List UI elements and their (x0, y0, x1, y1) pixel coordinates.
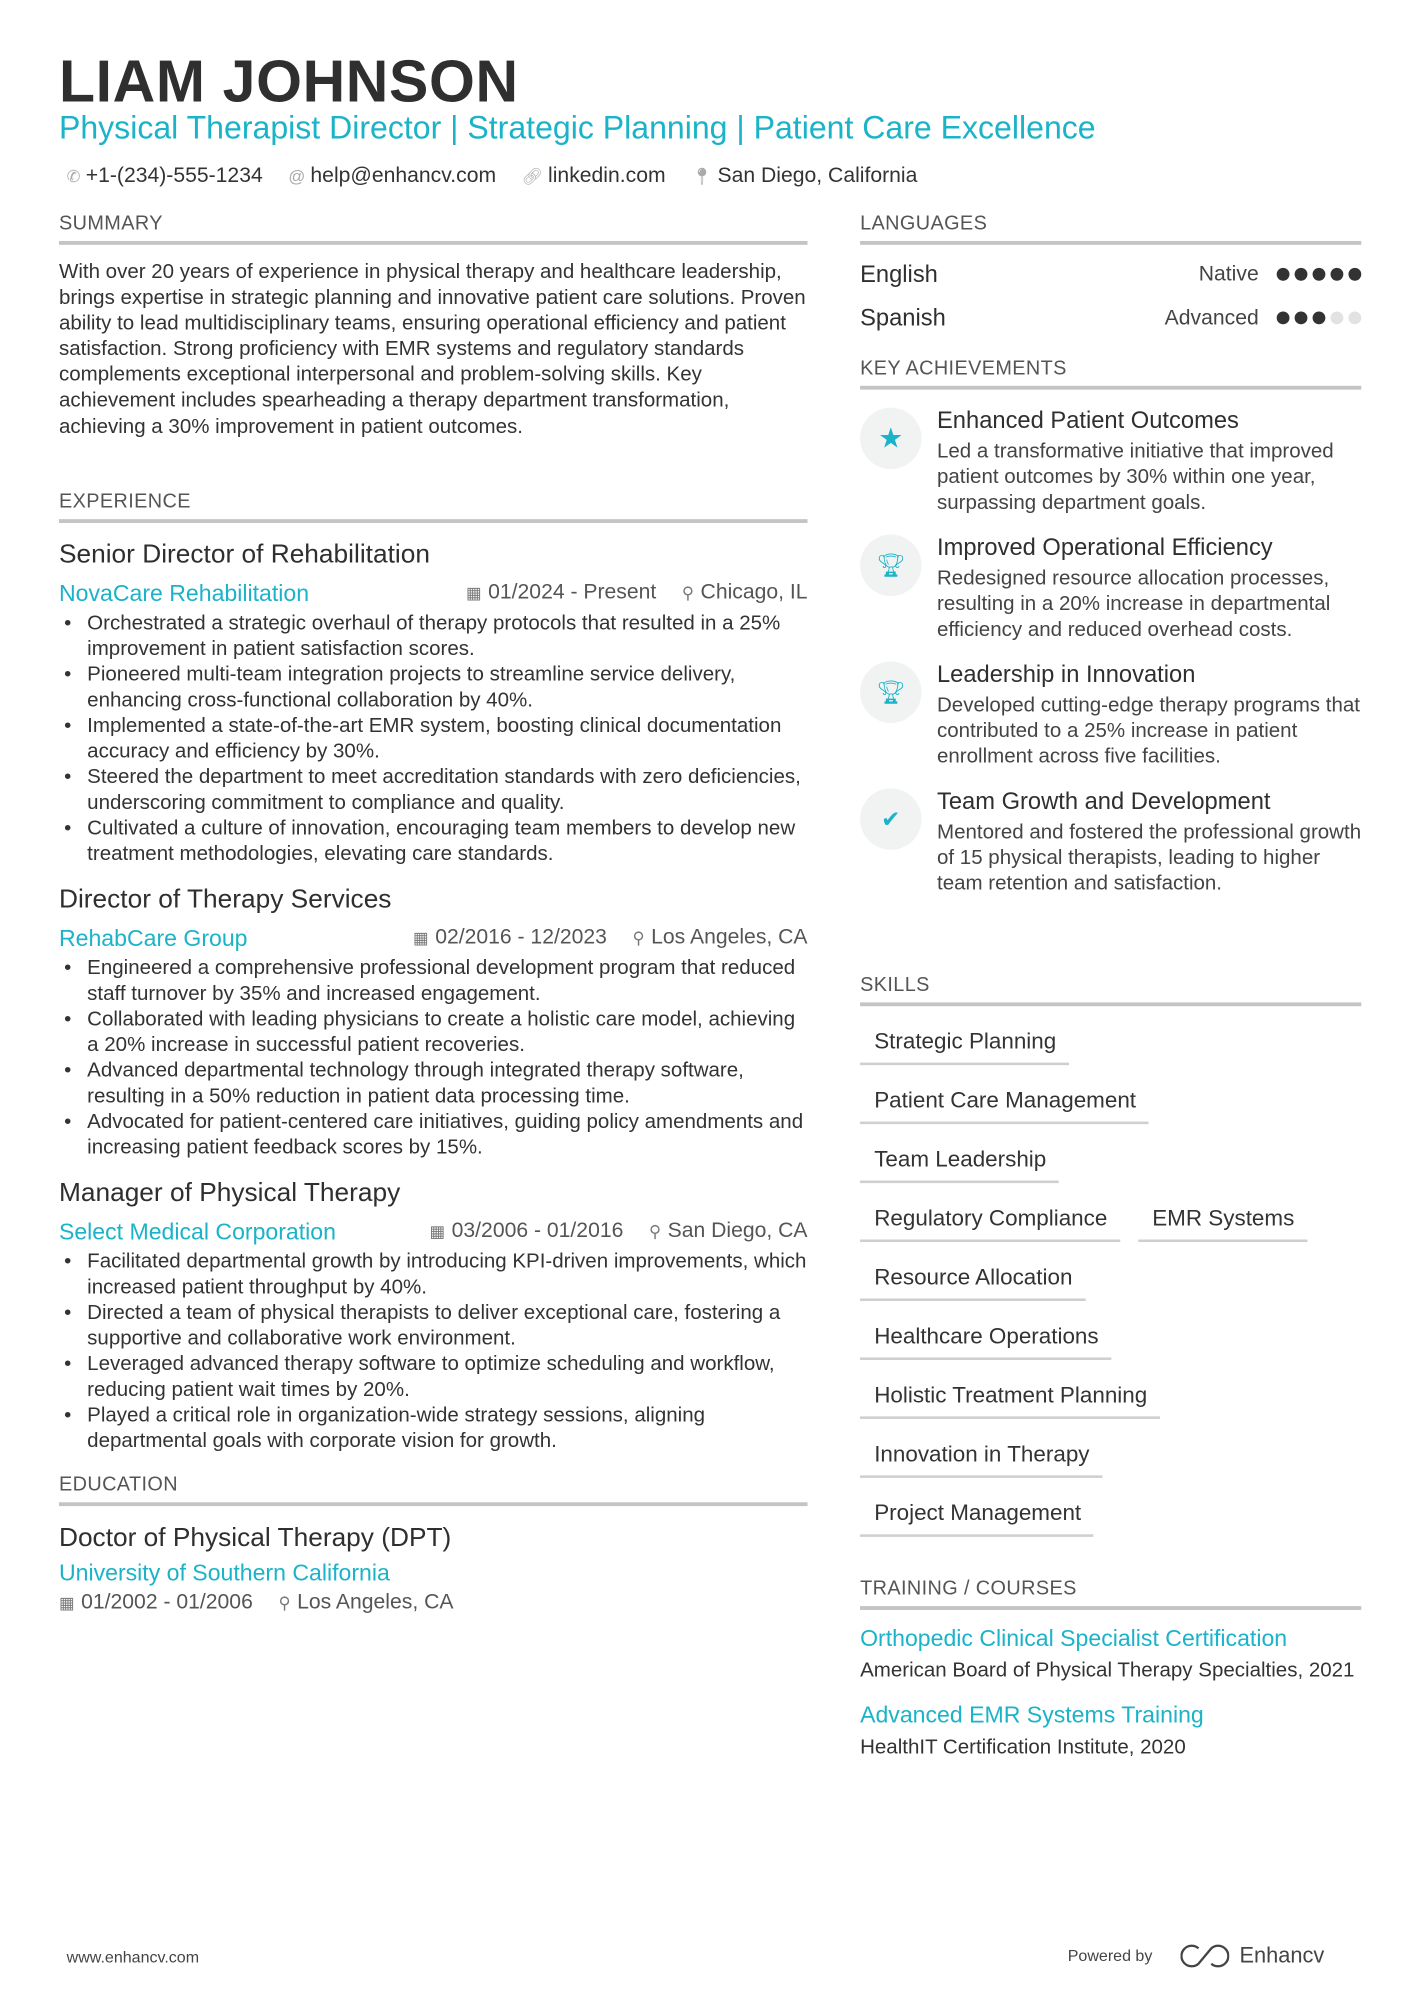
skills-row (860, 1301, 1361, 1360)
skills-row (860, 1360, 1361, 1419)
proficiency-dot (1313, 268, 1326, 281)
skill-tag: EMR Systems (1138, 1202, 1307, 1242)
section-heading: EXPERIENCE (59, 491, 808, 523)
job-meta (413, 919, 808, 956)
section-heading: EDUCATION (59, 1474, 808, 1506)
bullet-item: • Engineered a comprehensive professional development program that reduced staff turnover by 35% and increased engagement. (59, 956, 808, 1007)
proficiency-dot (1348, 268, 1361, 281)
achievement-title: Improved Operational Efficiency (936, 533, 1273, 561)
skills-row (860, 1242, 1361, 1301)
location-pin-icon: ⚲ (681, 583, 695, 603)
achievement-description: Developed cutting-edge therapy programs that contributed to a 25% increase in patient enrollment across five facilities. (936, 694, 1360, 768)
skills-row (860, 1065, 1361, 1124)
summary-text: With over 20 years of experience in physical therapy and healthcare leadership, brings expertise in strategic planning and innovative patient care solutions. Proven ability to lead multidisciplinary teams, ensuring operational efficiency and patient satisfaction. Strong proficiency with EMR systems and regulatory standards complements exceptional interpersonal and problem-solving skills. Key achievement includes spearheading a therapy department transformation, achieving a 30% improvement in patient outcomes. (58, 261, 806, 438)
bullet-item: • Collaborated with leading physicians to create a holistic care model, achieving a 20% increase in successful patient recoveries. (59, 1007, 808, 1058)
bullet-item: • Played a critical role in organization-wide strategy sessions, aligning departmental goals with corporate vision for growth. (59, 1404, 808, 1455)
location-pin-icon: ⚲ (278, 1593, 291, 1613)
summary-section (59, 213, 808, 441)
location-pin-icon: ⚲ (648, 1221, 662, 1241)
candidate-name: LIAM JOHNSON (58, 47, 519, 115)
headline: Physical Therapist Director | Strategic Planning | Patient Care Excellence (58, 110, 1096, 147)
section-heading: SKILLS (860, 974, 1361, 1006)
achievement-body (937, 659, 1361, 771)
skill-tag: Strategic Planning (860, 1025, 1069, 1065)
achievement-item (860, 532, 1361, 644)
calendar-icon: ▦ (429, 1221, 446, 1241)
skills-row (860, 1419, 1361, 1478)
skill-tag: Innovation in Therapy (860, 1438, 1102, 1478)
powered-by-label: Powered by (1067, 1947, 1153, 1965)
calendar-icon: ▦ (465, 583, 482, 603)
bullet-item: • Leveraged advanced therapy software to optimize scheduling and workflow, reducing patient wait times by 20%. (59, 1352, 808, 1403)
education-section (59, 1474, 808, 1615)
link-icon: 🔗︎ (521, 166, 543, 186)
proficiency-dot (1348, 311, 1361, 324)
company-name: Select Medical Corporation (58, 1218, 336, 1244)
section-heading: KEY ACHIEVEMENTS (860, 358, 1361, 390)
job-dates: 02/2016 - 12/2023 (435, 925, 607, 949)
course-provider: HealthIT Certification Institute, 2020 (860, 1736, 1186, 1759)
contact-location: 📍︎ San Diego, California (691, 164, 918, 188)
skill-tag: Holistic Treatment Planning (860, 1379, 1160, 1419)
company-name: RehabCare Group (58, 924, 248, 951)
proficiency-dot (1295, 268, 1308, 281)
course-provider: American Board of Physical Therapy Specialties, 2021 (860, 1659, 1355, 1682)
company-row (59, 574, 808, 611)
skill-tag: Resource Allocation (860, 1261, 1085, 1301)
job-title: Director of Therapy Services (58, 884, 392, 914)
trophy-icon: 🏆︎ (860, 661, 922, 723)
footer-website[interactable]: www.enhancv.com (66, 1948, 200, 1967)
bullet-item: • Facilitated departmental growth by introducing KPI-driven improvements, which increased patient throughput by 40%. (59, 1250, 808, 1301)
achievement-body (937, 786, 1361, 898)
job-bullets (59, 611, 808, 867)
job-entry (59, 883, 808, 1161)
company-name: NovaCare Rehabilitation (58, 580, 310, 606)
job-entry (59, 538, 808, 867)
at-icon: @ (288, 166, 306, 186)
job-bullets (59, 956, 808, 1161)
experience-section (59, 491, 808, 1455)
achievement-item (860, 786, 1361, 898)
enhancv-logo[interactable]: Enhancv (1181, 1943, 1325, 1969)
company-row (59, 919, 808, 956)
company-row (59, 1213, 808, 1250)
achievement-title: Enhanced Patient Outcomes (936, 406, 1239, 434)
section-heading: TRAINING / COURSES (860, 1578, 1361, 1610)
achievement-item (860, 659, 1361, 771)
language-row (860, 253, 1361, 297)
proficiency-dot (1331, 311, 1344, 324)
proficiency-dot (1295, 311, 1308, 324)
job-dates: 01/2024 - Present (488, 580, 657, 604)
job-title: Manager of Physical Therapy (58, 1177, 401, 1208)
calendar-icon: ▦ (58, 1593, 75, 1613)
course-title: Orthopedic Clinical Specialist Certification (860, 1625, 1288, 1651)
skills-row (860, 1124, 1361, 1183)
job-location: Los Angeles, CA (651, 925, 808, 949)
achievement-body (937, 532, 1361, 644)
achievements-section (860, 358, 1361, 898)
language-level: Native (1199, 262, 1362, 286)
bullet-item: • Implemented a state-of-the-art EMR system, boosting clinical documentation accuracy and efficiency by 30%. (59, 714, 808, 765)
job-location: Chicago, IL (700, 580, 808, 604)
language-level: Advanced (1165, 306, 1362, 330)
bullet-item: • Orchestrated a strategic overhaul of therapy protocols that resulted in a 25% improvement in patient satisfaction scores. (59, 611, 808, 662)
location-pin-icon: 📍︎ (691, 166, 713, 186)
job-entry (59, 1177, 808, 1455)
achievement-item (860, 405, 1361, 517)
bullet-item: • Pioneered multi-team integration projects to streamline service delivery, enhancing cross-functional collaboration by 40%. (59, 663, 808, 714)
proficiency-dot (1277, 311, 1290, 324)
achievement-description: Led a transformative initiative that improved patient outcomes by 30% within one year, surpassing department goals. (936, 440, 1334, 515)
contact-phone[interactable]: ✆ +1-(234)-555-1234 (66, 164, 263, 188)
proficiency-dot (1277, 268, 1290, 281)
achievement-description: Redesigned resource allocation processes, resulting in a 20% increase in departmental efficiency and reduced overhead costs. (936, 567, 1331, 641)
language-name: Spanish (860, 303, 946, 331)
star-icon: ★ (860, 408, 922, 470)
trophy-icon: 🏆︎ (860, 535, 922, 597)
job-location: San Diego, CA (667, 1218, 808, 1243)
section-heading: LANGUAGES (860, 213, 1361, 245)
calendar-icon: ▦ (413, 928, 429, 948)
job-title: Senior Director of Rehabilitation (58, 539, 430, 570)
enhancv-logo-icon (1181, 1943, 1230, 1969)
proficiency-dot (1331, 268, 1344, 281)
achievement-description: Mentored and fostered the professional growth of 15 physical therapists, leading to higher team retention and satisfaction. (936, 821, 1362, 895)
skill-tag: Healthcare Operations (860, 1320, 1111, 1360)
languages-section (860, 213, 1361, 340)
job-meta (466, 574, 808, 611)
phone-icon: ✆ (66, 166, 81, 186)
course-title: Advanced EMR Systems Training (860, 1702, 1204, 1728)
bullet-item: • Cultivated a culture of innovation, encouraging team members to develop new treatment methodologies, elevating care standards. (59, 817, 808, 868)
proficiency-dots (1277, 311, 1362, 324)
bullet-item: • Steered the department to meet accreditation standards with zero deficiencies, underscoring commitment to compliance and quality. (59, 765, 808, 816)
skill-tag: Regulatory Compliance (860, 1202, 1120, 1242)
footer-powered (1068, 1943, 1325, 1969)
skills-row (860, 1183, 1361, 1242)
achievement-title: Team Growth and Development (936, 787, 1271, 814)
skill-tag: Patient Care Management (860, 1084, 1149, 1124)
degree: Doctor of Physical Therapy (DPT) (58, 1522, 452, 1553)
skills-row (860, 1478, 1361, 1537)
training-section (860, 1578, 1361, 1761)
location-pin-icon: ⚲ (632, 928, 645, 948)
skills-section (860, 974, 1361, 1537)
contact-email[interactable]: @ help@enhancv.com (288, 164, 497, 188)
skill-tag: Project Management (860, 1497, 1094, 1537)
check-icon: ✔ (860, 788, 922, 850)
bullet-item: • Directed a team of physical therapists to deliver exceptional care, fostering a supportive and collaborative work environment. (59, 1301, 808, 1352)
language-row (860, 296, 1361, 340)
job-meta (429, 1213, 807, 1250)
bullet-item: • Advanced departmental technology through integrated therapy software, resulting in a 50% reduction in patient data processing time. (59, 1059, 808, 1110)
contact-linkedin[interactable]: 🔗︎ linkedin.com (521, 164, 666, 188)
skills-row (860, 1006, 1361, 1065)
achievement-body (937, 405, 1361, 517)
achievement-title: Leadership in Innovation (936, 660, 1196, 688)
proficiency-dots (1277, 268, 1362, 281)
proficiency-dot (1313, 311, 1326, 324)
section-heading: SUMMARY (59, 213, 808, 245)
course-item (860, 1623, 1361, 1685)
job-bullets (59, 1250, 808, 1455)
job-dates: 03/2006 - 01/2016 (451, 1218, 624, 1243)
language-name: English (860, 260, 938, 288)
bullet-item: • Advocated for patient-centered care initiatives, guiding policy amendments and increasing patient feedback scores by 15%. (59, 1110, 808, 1161)
course-item (860, 1700, 1361, 1762)
skill-tag: Team Leadership (860, 1143, 1059, 1183)
education-meta: ▦ 01/2002 - 01/2006 ⚲ Los Angeles, CA (58, 1590, 454, 1614)
contact-bar (67, 164, 918, 188)
school-name: University of Southern California (58, 1559, 390, 1586)
